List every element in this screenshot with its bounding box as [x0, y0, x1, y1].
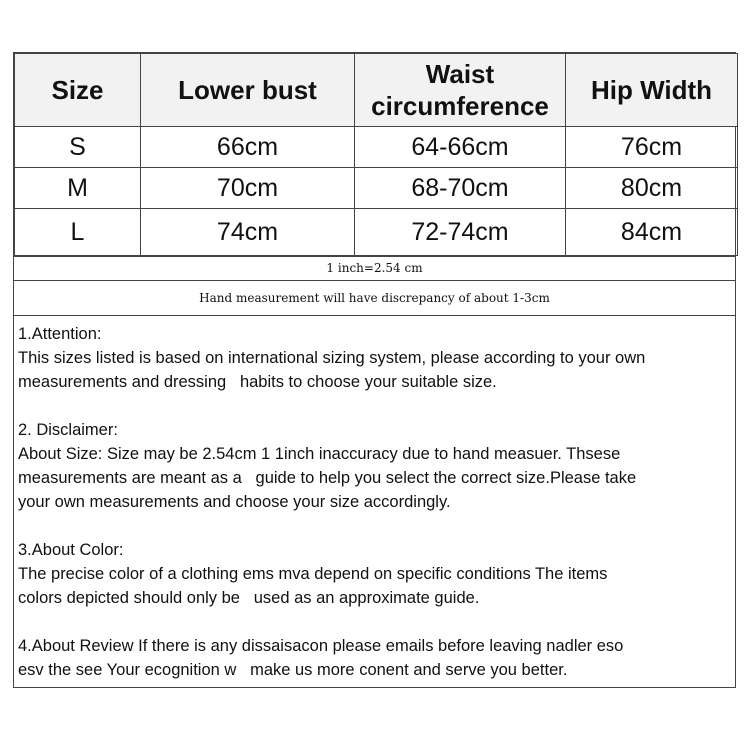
disclaimer-paragraph: [18, 418, 731, 514]
cell-lower-bust: 70cm: [141, 168, 355, 209]
paragraph-line: This sizes listed is based on international sizing system, please according to your own: [18, 349, 646, 367]
cell-size: M: [15, 168, 141, 209]
attention-paragraph: [18, 322, 731, 394]
color-paragraph: [18, 538, 731, 610]
header-waist-line1: Waist: [425, 59, 495, 89]
cell-hip: 76cm: [566, 127, 738, 168]
paragraph-title: 2. Disclaimer:: [18, 421, 118, 439]
paragraph-line: The precise color of a clothing ems mva depend on specific conditions The items: [18, 565, 608, 583]
paragraph-line: About Size: Size may be 2.54cm 1 1inch inaccuracy due to hand measuer. Thsese: [18, 445, 621, 463]
discrepancy-note: Hand measurement will have discrepancy of about 1-3cm: [14, 280, 735, 315]
cell-lower-bust: 66cm: [141, 127, 355, 168]
header-size: Size: [15, 54, 141, 127]
paragraph-title: 1.Attention:: [18, 325, 102, 343]
header-waist-line2: circumference: [371, 91, 549, 121]
cell-waist: 64-66cm: [355, 127, 566, 168]
paragraph-line: your own measurements and choose your size accordingly.: [18, 493, 451, 511]
inch-conversion-note: 1 inch=2.54 cm: [14, 256, 735, 280]
table-row: [15, 168, 738, 209]
header-lower-bust: Lower bust: [141, 54, 355, 127]
size-table: [14, 53, 738, 256]
header-hip-width: Hip Width: [566, 54, 738, 127]
cell-size: S: [15, 127, 141, 168]
header-waist: [355, 54, 566, 127]
paragraph-title: 3.About Color:: [18, 541, 124, 559]
paragraph-line: esv the see Your ecognition w make us more conent and serve you better.: [18, 661, 568, 679]
paragraph-line: colors depicted should only be used as an approximate guide.: [18, 589, 480, 607]
paragraph-line: measurements and dressing habits to choose your suitable size.: [18, 373, 497, 391]
paragraph-line: measurements are meant as a guide to help you select the correct size.Please take: [18, 469, 637, 487]
cell-lower-bust: 74cm: [141, 209, 355, 256]
cell-size: L: [15, 209, 141, 256]
cell-hip: 80cm: [566, 168, 738, 209]
review-paragraph: [18, 634, 731, 682]
cell-waist: 72-74cm: [355, 209, 566, 256]
paragraph-line: 4.About Review If there is any dissaisacon please emails before leaving nadler eso: [18, 637, 624, 655]
notes-section: [14, 315, 735, 687]
cell-waist: 68-70cm: [355, 168, 566, 209]
table-row: [15, 127, 738, 168]
table-row: [15, 209, 738, 256]
cell-hip: 84cm: [566, 209, 738, 256]
table-header-row: [15, 54, 738, 127]
size-chart-sheet: [13, 52, 736, 688]
